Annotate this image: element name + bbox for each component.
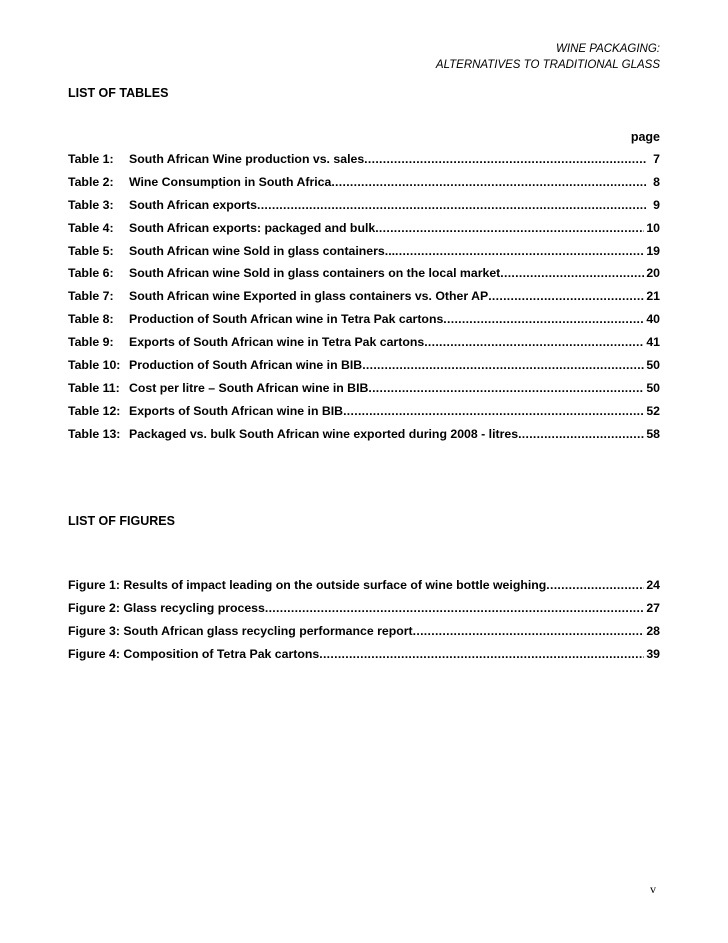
dot-leader — [395, 244, 644, 258]
figure-entry-page: 28 — [646, 623, 660, 638]
table-entry[interactable] — [68, 335, 660, 358]
table-entry-title: Production of South African wine in Tetra Pak cartons — [129, 312, 444, 327]
figure-entry[interactable] — [68, 647, 660, 670]
table-entry[interactable] — [68, 289, 660, 312]
table-entry-title: South African exports — [129, 197, 257, 212]
running-header — [436, 41, 660, 73]
table-entry[interactable] — [68, 198, 660, 221]
table-entry-page: 20 — [646, 266, 660, 281]
table-entry[interactable] — [68, 175, 660, 198]
table-entry-page: 58 — [646, 426, 660, 441]
table-entry[interactable] — [68, 427, 660, 450]
table-entry-label: Table 12: — [68, 403, 121, 418]
table-entry-title: South African wine Sold in glass containers... — [129, 243, 396, 258]
table-entry-title: Packaged vs. bulk South African wine exported during 2008 - litres — [129, 426, 519, 441]
figure-entry-label: Figure 1: — [68, 578, 120, 592]
dot-leader — [375, 221, 644, 235]
dot-leader — [413, 624, 645, 638]
table-entry-label: Table 11: — [68, 380, 120, 395]
table-entry-page: 7 — [653, 152, 660, 166]
table-entry[interactable] — [68, 358, 660, 381]
dot-leader — [362, 358, 644, 372]
dot-leader — [518, 427, 644, 441]
table-entry-label: Table 9: — [68, 335, 114, 350]
header-line-2: ALTERNATIVES TO TRADITIONAL GLASS — [435, 59, 660, 71]
table-entry-title: South African wine Sold in glass containers on the local market — [129, 266, 501, 281]
figure-entry-title: South African glass recycling performance report — [123, 623, 413, 638]
table-entry-title: South African Wine production vs. sales — [129, 152, 365, 166]
table-entry-label: Table 7: — [68, 289, 114, 304]
table-entry[interactable] — [68, 266, 660, 289]
table-entry[interactable] — [68, 244, 660, 267]
dot-leader — [331, 175, 646, 189]
list-of-tables-title: LIST OF TABLES — [68, 86, 169, 100]
dot-leader — [443, 312, 644, 326]
figure-entry-label: Figure 3: — [68, 623, 120, 638]
table-entry-page: 52 — [646, 403, 660, 418]
table-entry-label: Table 1: — [68, 152, 114, 166]
table-entry[interactable] — [68, 312, 660, 335]
dot-leader — [265, 601, 644, 615]
table-entry-page: 19 — [646, 243, 660, 258]
figure-entry-page: 39 — [646, 646, 660, 661]
figure-entry[interactable] — [68, 578, 660, 601]
page-number: v — [650, 882, 656, 896]
figure-entry-label: Figure 2: — [68, 600, 120, 615]
table-entry-title: Production of South African wine in BIB — [129, 358, 363, 373]
dot-leader — [368, 381, 644, 395]
table-entry-label: Table 10: — [68, 358, 121, 373]
table-entry-label: Table 8: — [68, 312, 114, 327]
figures-list — [68, 578, 660, 670]
dot-leader — [488, 289, 644, 303]
table-entry-page: 21 — [646, 289, 660, 304]
table-entry-label: Table 2: — [68, 174, 114, 189]
table-entry[interactable] — [68, 404, 660, 427]
table-entry-title: Wine Consumption in South Africa — [129, 174, 332, 189]
list-of-figures-title: LIST OF FIGURES — [68, 514, 175, 528]
table-entry-page: 50 — [646, 358, 660, 373]
table-entry-label: Table 13: — [68, 426, 121, 441]
table-entry-page: 40 — [646, 312, 660, 327]
dot-leader — [319, 647, 644, 661]
header-line-1: WINE PACKAGING: — [556, 43, 660, 55]
dot-leader — [424, 335, 644, 349]
table-entry-page: 50 — [646, 380, 660, 395]
figure-entry-title: Results of impact leading on the outside surface of wine bottle weighing — [123, 578, 547, 592]
figure-entry-title: Composition of Tetra Pak cartons — [123, 646, 320, 661]
figure-entry-page: 24 — [646, 578, 660, 592]
dot-leader — [500, 266, 644, 280]
table-entry-page: 10 — [646, 220, 660, 235]
dot-leader — [546, 578, 644, 592]
table-entry-label: Table 5: — [68, 243, 114, 258]
table-entry-title: South African wine Exported in glass containers vs. Other AP — [129, 289, 489, 304]
dot-leader — [343, 404, 644, 418]
figure-entry[interactable] — [68, 624, 660, 647]
table-entry-title: Cost per litre – South African wine in BIB — [129, 380, 369, 395]
table-entry-label: Table 3: — [68, 197, 114, 212]
dot-leader — [364, 152, 646, 166]
table-entry-page: 8 — [653, 174, 660, 189]
table-entry-page: 41 — [646, 335, 660, 350]
table-entry-label: Table 4: — [68, 220, 114, 235]
table-entry[interactable] — [68, 152, 660, 175]
figure-entry-title: Glass recycling process — [123, 600, 265, 615]
table-entry[interactable] — [68, 381, 660, 404]
dot-leader — [257, 198, 646, 212]
page-column-label: page — [630, 130, 660, 144]
figure-entry-page: 27 — [646, 600, 660, 615]
table-entry-page: 9 — [653, 197, 660, 212]
table-entry[interactable] — [68, 221, 660, 244]
figure-entry-label: Figure 4: — [68, 646, 120, 661]
table-entry-title: Exports of South African wine in Tetra Pak cartons — [129, 335, 425, 350]
table-entry-title: Exports of South African wine in BIB — [129, 403, 344, 418]
table-entry-title: South African exports: packaged and bulk — [129, 220, 376, 235]
tables-list — [68, 152, 660, 450]
figure-entry[interactable] — [68, 601, 660, 624]
table-entry-label: Table 6: — [68, 266, 114, 281]
